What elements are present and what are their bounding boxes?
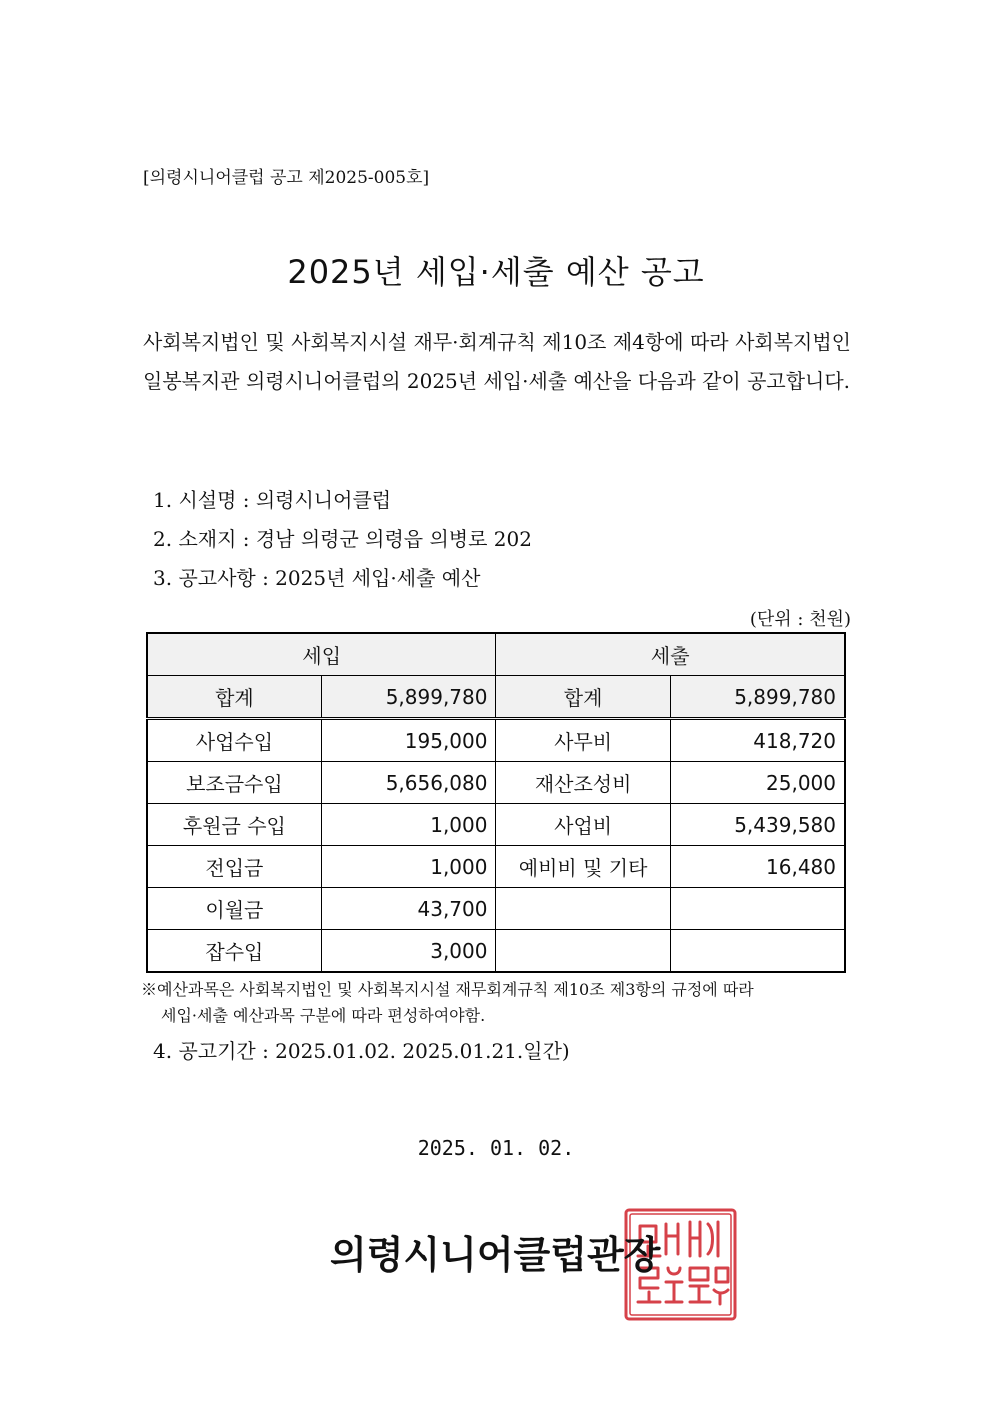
intro-paragraph: 사회복지법인 및 사회복지시설 재무·회계규칙 제10조 제4항에 따라 사회복지법인 일봉복지관 의령시니어클럽의 2025년 세입·세출 예산을 다음과 같이 공고합니다. [143,330,851,393]
table-row [147,762,845,804]
budget-table [146,632,846,973]
revenue-value: 43,700 [321,888,496,930]
revenue-value: 1,000 [321,804,496,846]
revenue-label: 보조금수입 [147,762,321,804]
expense-value: 25,000 [670,762,845,804]
expense-label [496,888,670,930]
expense-label: 재산조성비 [496,762,670,804]
document-date: 2025. 01. 02. [417,1136,575,1160]
expense-label: 사무비 [496,719,670,762]
expense-total-label: 합계 [496,676,670,719]
table-row [147,888,845,930]
footnote-line-1: ※예산과목은 사회복지법인 및 사회복지시설 재무회계규칙 제10조 제3항의 규정에 따라 [141,980,754,999]
expense-label: 예비비 및 기타 [496,846,670,888]
revenue-label: 사업수입 [147,719,321,762]
revenue-label: 전입금 [147,846,321,888]
revenue-label: 이월금 [147,888,321,930]
expense-label: 사업비 [496,804,670,846]
revenue-header: 세입 [147,633,496,676]
revenue-value: 195,000 [321,719,496,762]
expense-header: 세출 [496,633,845,676]
table-row [147,719,845,762]
revenue-total-value: 5,899,780 [321,676,496,719]
expense-total-value: 5,899,780 [670,676,845,719]
expense-value [670,888,845,930]
table-row [147,846,845,888]
footnote-line-2: 세입·세출 예산과목 구분에 따라 편성하여야함. [161,1006,486,1025]
item-notice-period: 4. 공고기간 : 2025.01.02. 2025.01.21.일간) [153,1039,570,1063]
total-row [147,676,845,719]
revenue-label: 후원금 수입 [147,804,321,846]
revenue-value: 3,000 [321,930,496,973]
table-header-row [147,633,845,676]
revenue-label: 잡수입 [147,930,321,973]
expense-value: 16,480 [670,846,845,888]
expense-label [496,930,670,973]
revenue-value: 1,000 [321,846,496,888]
expense-value [670,930,845,973]
revenue-total-label: 합계 [147,676,321,719]
document-title: 2025년 세입·세출 예산 공고 [287,253,705,291]
item-facility-name: 1. 시설명 : 의령시니어클럽 [153,488,392,512]
table-row [147,804,845,846]
revenue-value: 5,656,080 [321,762,496,804]
expense-value: 5,439,580 [670,804,845,846]
item-notice-subject: 3. 공고사항 : 2025년 세입·세출 예산 [153,566,481,590]
unit-note: (단위 : 천원) [749,609,851,630]
table-row [147,930,845,973]
issuer-name: 의령시니어클럽관장 [330,1233,661,1277]
notice-number: [의령시니어클럽 공고 제2025-005호] [143,168,430,188]
item-location: 2. 소재지 : 경남 의령군 의령읍 의병로 202 [153,527,532,551]
footnote [141,977,853,1029]
expense-value: 418,720 [670,719,845,762]
